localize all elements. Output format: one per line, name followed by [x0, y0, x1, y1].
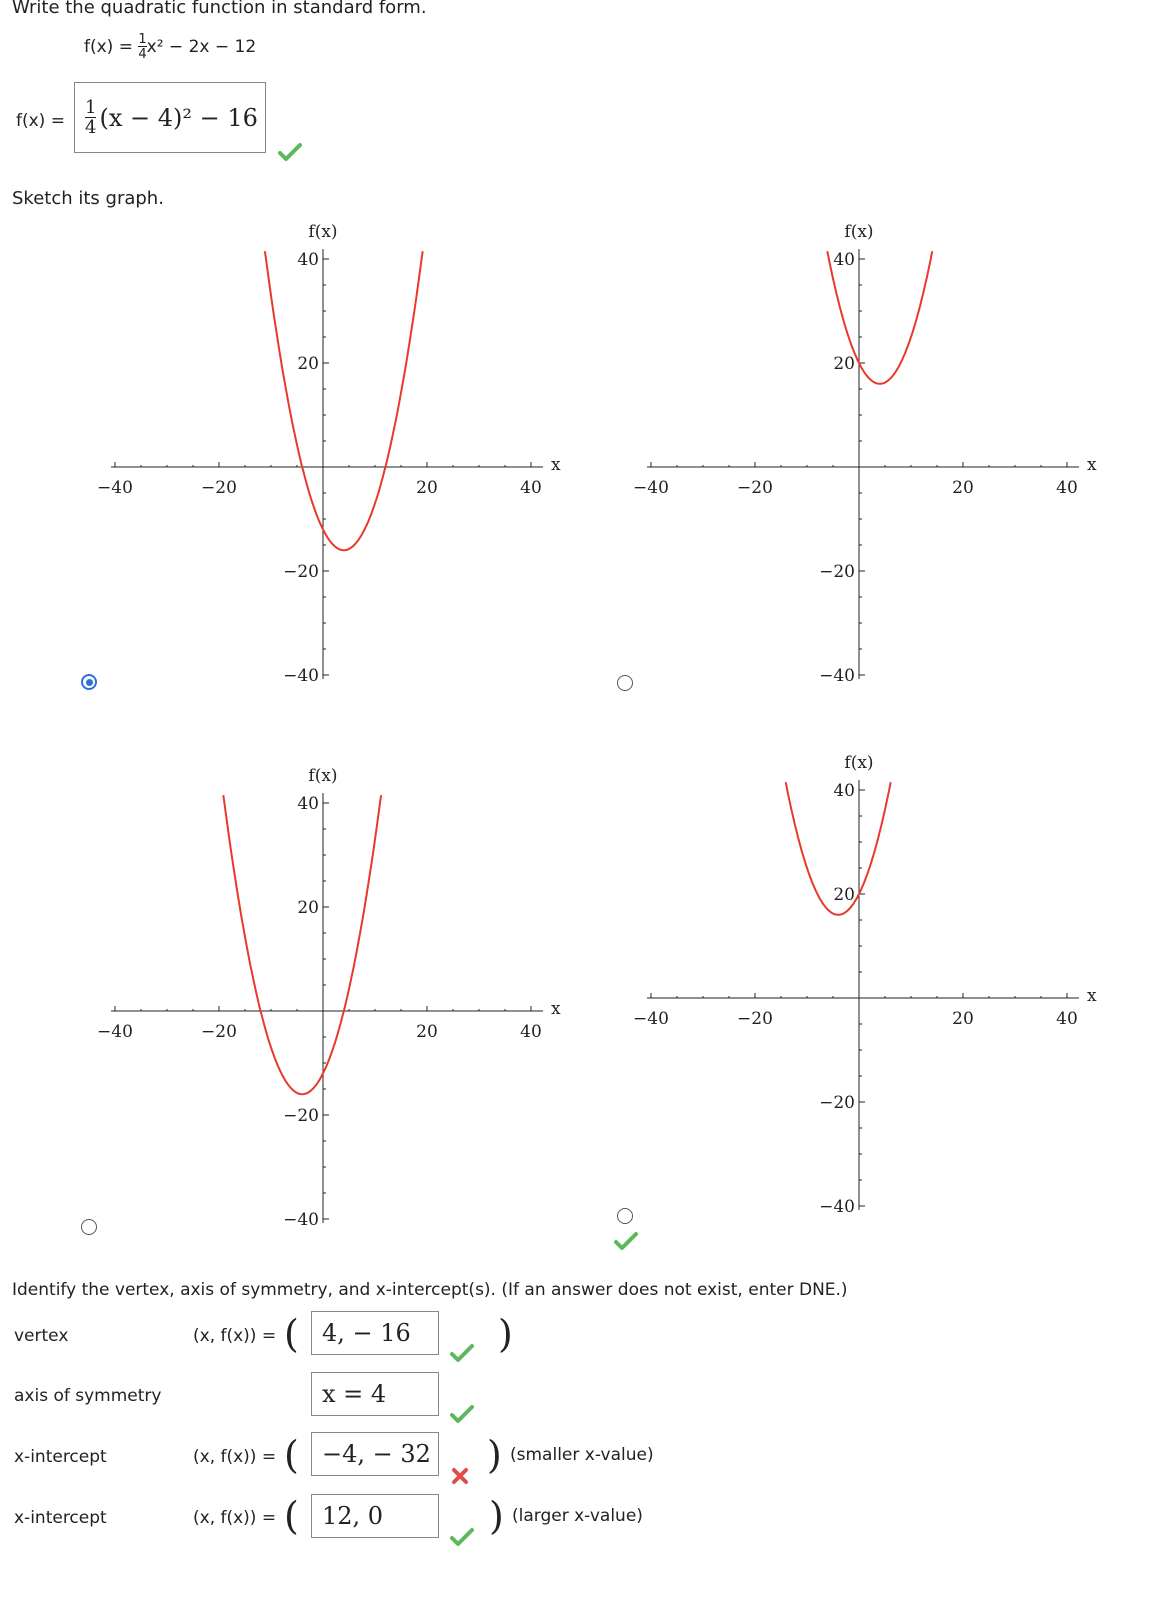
standard-form-input[interactable]: [74, 82, 266, 153]
check-icon: [450, 1344, 474, 1362]
y-tick-label: 20: [297, 354, 319, 374]
graph-option-4[interactable]: [580, 750, 1152, 1244]
graph-option-3[interactable]: [0, 750, 580, 1244]
x-tick-label: −20: [737, 1009, 773, 1029]
x-tick-label: 40: [520, 1022, 542, 1042]
graph-option-2[interactable]: [580, 210, 1152, 704]
x-tick-label: −40: [633, 1009, 669, 1029]
vertex-point-label: (x, f(x)) =: [193, 1326, 277, 1346]
y-tick-label: −40: [283, 666, 319, 686]
y-tick-label: 20: [833, 354, 855, 374]
given-rest: x² − 2x − 12: [146, 37, 257, 57]
answer-lhs: f(x) =: [16, 111, 65, 131]
y-axis-label: f(x): [308, 766, 338, 786]
open-paren: (: [284, 1494, 299, 1538]
x-tick-label: −40: [97, 478, 133, 498]
y-axis-label: f(x): [844, 753, 874, 773]
x-tick-label: 20: [952, 478, 974, 498]
given-frac-den: 4: [138, 47, 147, 62]
x-intercept-input-2[interactable]: 12, 0: [311, 1494, 439, 1538]
y-tick-label: 20: [833, 885, 855, 905]
axis-label: axis of symmetry: [14, 1386, 162, 1406]
vertex-label: vertex: [14, 1326, 69, 1346]
smaller-x-note: (smaller x-value): [510, 1445, 654, 1465]
given-lhs: f(x) =: [84, 37, 133, 57]
x-tick-label: 40: [520, 478, 542, 498]
answer-fraction: [85, 96, 97, 138]
given-function: [84, 33, 256, 61]
x-axis-label: x: [551, 455, 561, 475]
answer-frac-den: 4: [85, 116, 97, 138]
x-axis-label: x: [1087, 986, 1097, 1006]
y-tick-label: 40: [833, 250, 855, 270]
parabola-curve: [223, 795, 381, 1094]
x-tick-label: 40: [1056, 478, 1078, 498]
x-tick-label: 20: [416, 1022, 438, 1042]
graph-option-1[interactable]: [0, 210, 580, 704]
answer-frac-num: 1: [85, 96, 97, 118]
y-tick-label: −20: [283, 562, 319, 582]
x-mark-icon: [451, 1467, 469, 1485]
x-tick-label: −20: [201, 478, 237, 498]
given-fraction: [138, 33, 146, 61]
graph-radio-4[interactable]: [617, 1208, 633, 1224]
y-axis-label: f(x): [308, 222, 338, 242]
y-tick-label: −20: [819, 562, 855, 582]
close-paren: ): [487, 1433, 502, 1477]
x-tick-label: −40: [633, 478, 669, 498]
x-axis-label: x: [1087, 455, 1097, 475]
instruction-text: Write the quadratic function in standard form.: [12, 0, 427, 18]
y-tick-label: 20: [297, 898, 319, 918]
parabola-curve: [265, 251, 423, 550]
open-paren: (: [284, 1312, 299, 1356]
y-tick-label: −20: [819, 1093, 855, 1113]
x-intercept-point-label-2: (x, f(x)) =: [193, 1508, 277, 1528]
x-intercept-point-label-1: (x, f(x)) =: [193, 1447, 277, 1467]
x-tick-label: −20: [201, 1022, 237, 1042]
x-axis-label: x: [551, 999, 561, 1019]
check-icon: [450, 1528, 474, 1546]
close-paren: ): [489, 1494, 504, 1538]
answer-rest: (x − 4)² − 16: [99, 103, 258, 132]
close-paren: ): [498, 1312, 513, 1356]
check-icon: [614, 1232, 638, 1250]
vertex-input[interactable]: 4, − 16: [311, 1311, 439, 1355]
larger-x-note: (larger x-value): [512, 1506, 643, 1526]
x-tick-label: −20: [737, 478, 773, 498]
given-frac-num: 1: [138, 32, 147, 47]
y-tick-label: −40: [819, 666, 855, 686]
y-axis-label: f(x): [844, 222, 874, 242]
graph-radio-2[interactable]: [617, 675, 633, 691]
y-tick-label: −40: [819, 1197, 855, 1217]
check-icon: [450, 1405, 474, 1423]
x-tick-label: −40: [97, 1022, 133, 1042]
x-tick-label: 40: [1056, 1009, 1078, 1029]
check-icon: [278, 143, 302, 161]
x-tick-label: 20: [952, 1009, 974, 1029]
y-tick-label: 40: [297, 794, 319, 814]
x-intercept-label-1: x-intercept: [14, 1447, 107, 1467]
y-tick-label: 40: [833, 781, 855, 801]
sketch-prompt: Sketch its graph.: [12, 188, 164, 209]
y-tick-label: 40: [297, 250, 319, 270]
graph-radio-3[interactable]: [81, 1219, 97, 1235]
y-tick-label: −20: [283, 1106, 319, 1126]
x-tick-label: 20: [416, 478, 438, 498]
identify-prompt: Identify the vertex, axis of symmetry, and x-intercept(s). (If an answer does not exist, enter DNE.): [12, 1280, 848, 1300]
axis-input[interactable]: x = 4: [311, 1372, 439, 1416]
y-tick-label: −40: [283, 1210, 319, 1230]
open-paren: (: [284, 1433, 299, 1477]
x-intercept-label-2: x-intercept: [14, 1508, 107, 1528]
x-intercept-input-1[interactable]: −4, − 32: [311, 1432, 439, 1476]
graph-radio-1[interactable]: [81, 674, 97, 690]
